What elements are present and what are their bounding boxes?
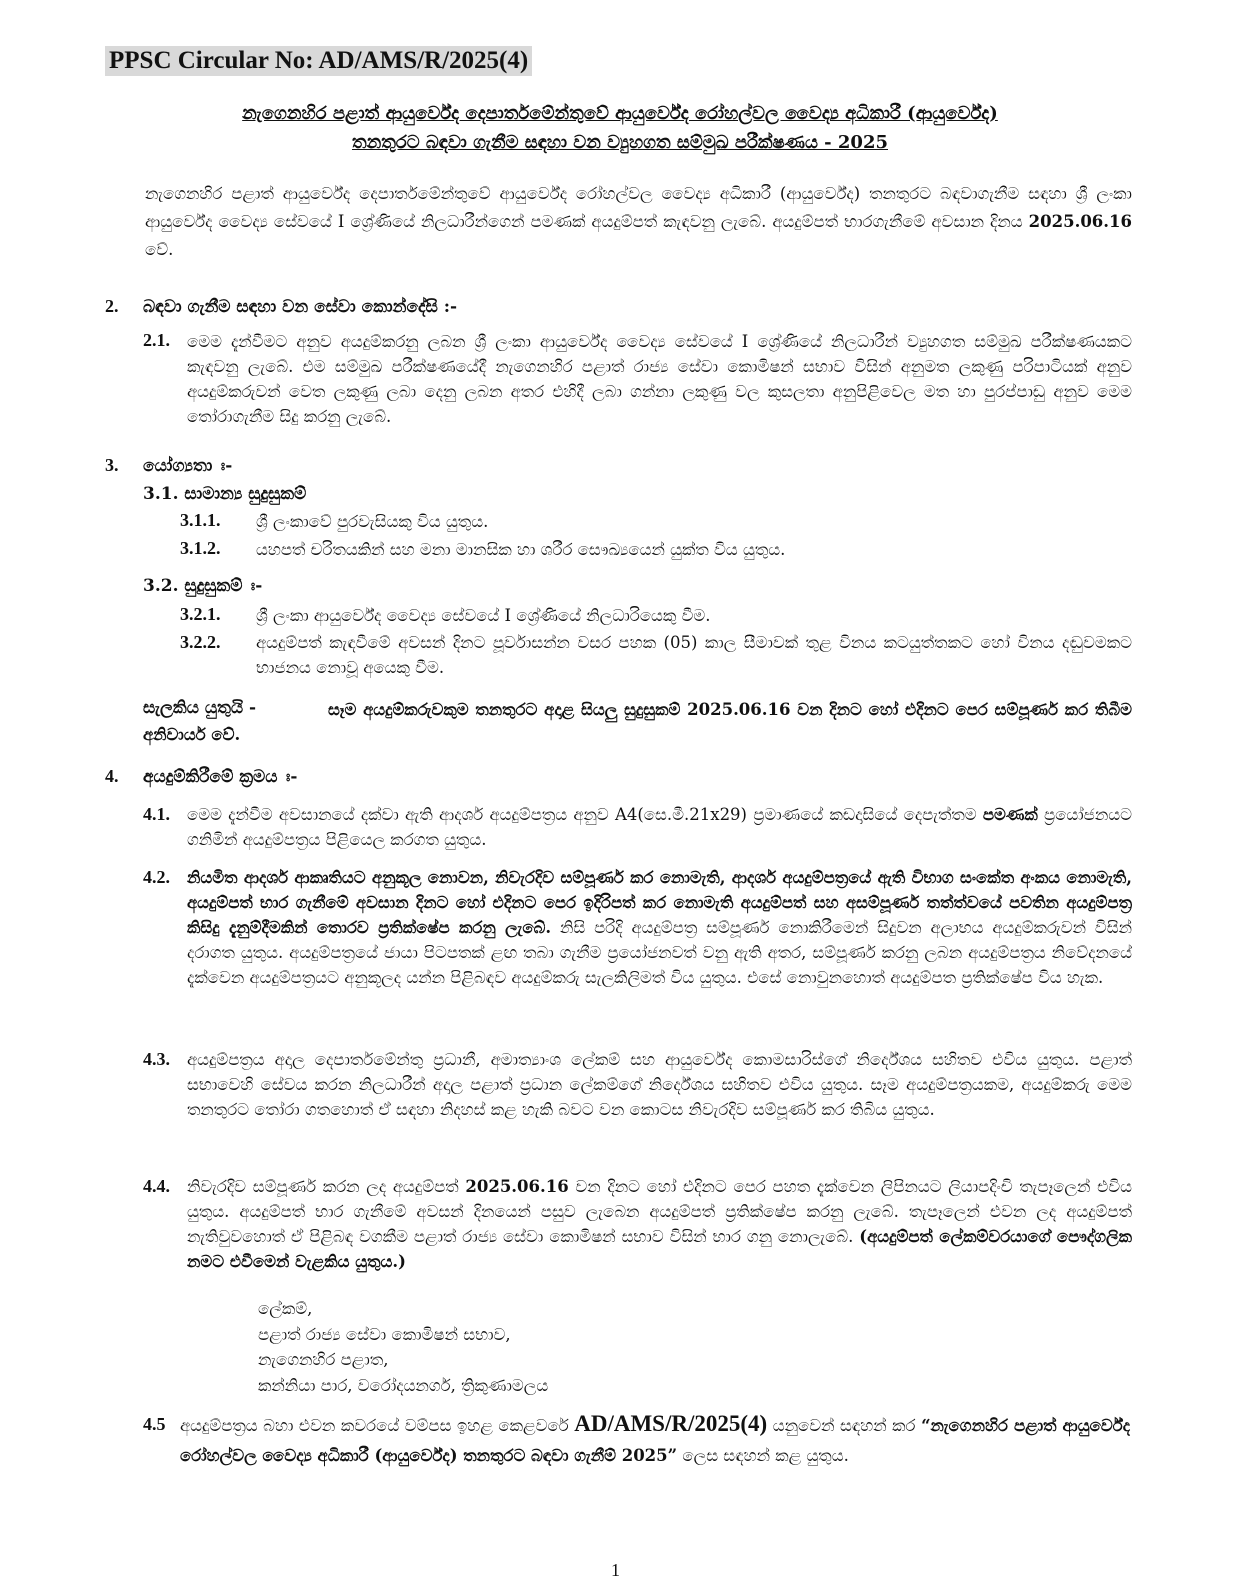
section-3-number: 3. (105, 455, 119, 475)
section-2-heading: බඳවා ගැනීම සඳහා වන සේවා කොන්දේසි :- (143, 297, 458, 317)
closing-date: 2025.06.16 (1028, 212, 1132, 231)
circular-number: PPSC Circular No: AD/AMS/R/2025(4) (105, 46, 532, 76)
section-4-2-number: 4.2. (143, 867, 170, 887)
section-3-2-heading: 3.2. සුදුසුකම් ඃ- (143, 576, 263, 596)
note-label: සැලකිය යුතුයි - (143, 698, 257, 718)
section-4-1-number: 4.1. (143, 804, 170, 824)
section-3-2-2-number: 3.2.2. (180, 632, 221, 652)
address-line: නැගෙනහිර පළාත, (258, 1350, 389, 1369)
section-4-number: 4. (105, 766, 119, 786)
section-3-heading: යෝග්‍යතා ඃ- (143, 456, 233, 476)
section-4-3-number: 4.3. (143, 1049, 170, 1069)
section-4-1-text-b: ප්‍රයෝජනයට ගනිමින් අයදුම්පත්‍රය පිළියෙල කරගත යුතුය. (187, 805, 1132, 849)
section-3-2-1-text: ශ්‍රී ලංකා ආයුර්වේද වෛද්‍ය සේවයේ I ශ්‍රේණියේ නිලධාරියෙකු වීම. (256, 606, 711, 625)
address-block (258, 1296, 548, 1398)
address-line: ලේකම්, (258, 1299, 313, 1318)
section-4-1-text-a: මෙම දැන්වීම අවසානයේ දක්වා ඇති ආදර්ශ අයදුම්පත්‍රය අනුව A4(සෙ.මී.21x29) ප්‍රමාණයේ කඩදාසියේ දෙපැත්තම (187, 805, 977, 824)
section-4-5-text (180, 1409, 1130, 1471)
section-2-1-number: 2.1. (143, 330, 170, 350)
envelope-code: AD/AMS/R/2025(4) (574, 1411, 768, 1436)
document-title-line-2: තනතුරට බඳවා ගැනීම සඳහා වන ව්‍යුහගත සම්මුඛ පරීක්ෂණය - 2025 (351, 132, 888, 153)
section-4-4-bold: (අයදුම්පත් ලේකම්වරයාගේ පෞද්ගලික නමට එවීමෙන් වැළකිය යුතුය.) (187, 1227, 1132, 1271)
note-text: සෑම අයදුම්කරුවකුම තනතුරට අදාළ සියලු සුදුසුකම් 2025.06.16 වන දිනට හෝ එදිනට පෙර සම්පූර්ණ කර තිබීම අනිවාර්ය වේ. (143, 700, 1132, 744)
section-2-number: 2. (105, 296, 119, 316)
section-4-3-text: අයදුම්පත්‍රය අදාල දෙපාර්තමේන්තු ප්‍රධානී, අමාත්‍යාංශ ලේකම් සහ ආයුර්වේද කොමසාරිස්ගේ නිර්දේශය සහිතව එවිය යුතුය. පළාත් සභාවෙහි සේවය කරන නිලධාරීන් අදාල පළාත් ප්‍රධාන ලේකම්ගේ නිර්දේශය සහිතව එවිය යුතුය. සෑම අයදුම්පත්‍රයකම, අයදුම්කරු මෙම තනතුරට තෝරා ගතහොත් ඒ සඳහා නිදහස් කළ හැකි බවට වන කොටස නිවැරදිව සම්පූර්ණ කර තිබිය යුතුය. (187, 1050, 1132, 1119)
section-3-1-1-text: ශ්‍රී ලංකාවේ පුරවැසියකු විය යුතුය. (256, 512, 489, 531)
section-4-1-text (187, 802, 1132, 852)
section-4-heading: අයදුම්කිරීමේ ක්‍රමය ඃ- (143, 767, 298, 787)
section-4-5-bold: “නැගෙනහිර පළාත් ආයුර්වේද රෝහල්වල වෛද්‍ය අධිකාරී (ආයුර්වේද) තනතුරට බඳවා ගැනීම් 2025” (180, 1416, 1131, 1465)
section-4-4-date: 2025.06.16 (465, 1177, 569, 1196)
intro-tail: වේ. (145, 240, 174, 259)
page-number: 1 (611, 1560, 620, 1580)
section-4-5-number: 4.5 (143, 1414, 166, 1434)
section-2-1-text: මෙම දැන්වීමට අනුව අයදුම්කරනු ලබන ශ්‍රී ලංකා ආයුර්වේද වෛද්‍ය සේවයේ I ශ්‍රේණියේ නිලධාරීන් ව්‍යුහගත සම්මුඛ පරීක්ෂණයකට කැඳවනු ලැබේ. එම සම්මුඛ පරීක්ෂණයේදී නැගෙනහිර පළාත් රාජ්‍ය සේවා කොමිෂන් සභාව විසින් අනුමත ලකුණු පරිපාටියක් අනුව අයදුම්කරුවන් වෙත ලකුණු ලබා දෙනු ලබන අතර එහිදී ලබා ගන්නා ලකුණු වල කුසලතා අනුපිළිවෙල මත හා පුරප්පාඩු අනුව මෙම තෝරාගැනීම සිදු කරනු ලැබේ. (187, 332, 1132, 426)
section-3-1-2-text: යහපත් චරිතයකින් සහ මනා මානසික හා ශරීර සෞඛ්‍යයෙන් යුක්ත විය යුතුය. (256, 540, 786, 559)
section-3-1-2-number: 3.1.2. (180, 538, 221, 558)
section-4-2-bold: නියමිත ආදර්ශ ආකෘතියට අනුකූල නොවන, නිවැරදිව සම්පූර්ණ කර නොමැති, ආදර්ශ අයදුම්පත්‍රයේ ඇති විභාග සංකේත අංකය නොමැති, අයදුම්පත් භාර ගැනීමේ අවසාන දිනට හෝ එදිනට පෙර ඉදිරිපත් කර නොමැති අයදුම්පත් සහ අසම්පූර්ණ තත්ත්වයේ පවතින අයදුම්පත්‍ර කිසිදු දැනුම්දීමකින් තොරව ප්‍රතික්ෂේප කරනු ලැබේ. (187, 868, 1132, 937)
section-3-1-heading: 3.1. සාමාන්‍ය සුදුසුකම් (143, 484, 307, 504)
intro-text: නැගෙනහිර පළාත් ආයුර්වේද දෙපාර්තමේන්තුවේ ආයුර්වේද රෝහල්වල වෛද්‍ය අධිකාරී (ආයුර්වේද) තනතුරට බඳවාගැනීම සඳහා ශ්‍රී ලංකා ආයුර්වේද වෛද්‍ය සේවයේ I ශ්‍රේණියේ නිලධාරීන්ගෙන් පමණක් අයදුම්පත් කැඳවනු ලැබේ. අයදුම්පත් භාරගැනීමේ අවසාන දිනය (145, 184, 1132, 231)
address-line: කන්නියා පාර, වරෝදයනගර්, ත්‍රිකුණාමලය (258, 1375, 549, 1395)
document-title-line-1: නැගෙනහිර පළාත් ආයුර්වේද දෙපාර්තමේන්තුවේ ආයුර්වේද රෝහල්වල වෛද්‍ය අධිකාරී (ආයුර්වේද) (242, 103, 998, 124)
intro-paragraph (145, 180, 1132, 264)
section-3-2-2-text: අයදුම්පත් කැඳවීමේ අවසන් දිනට පූර්වාසන්න වසර පහක (05) කාල සීමාවක් තුළ විනය කටයුත්තකට හෝ විනය දඬුවමකට භාජනය නොවූ අයෙකු වීම. (256, 633, 1132, 677)
section-4-5-text-c: ලෙස සඳහන් කළ යුතුය. (682, 1446, 849, 1465)
section-4-4-text (187, 1174, 1132, 1274)
section-4-4-text-a: නිවැරදිව සම්පූර්ණ කරන ලද අයදුම්පත් (187, 1177, 459, 1196)
section-4-2-plain: නිසි පරිදි අයදුම්පත්‍ර සම්පූර්ණ නොකිරීමෙන් සිදුවන අලාභය අයදුම්කරුවන් විසින් දරාගත යුතුය. අයදුම්පත්‍රයේ ජායා පිටපතක් ළඟ තබා ගැනීම ප්‍රයෝජනවත් වනු ඇති අතර, සම්පූර්ණ කරනු ලබන අයදුම්පත්‍රය නිවේදනයේ දැක්වෙන අයදුම්පත්‍රයට අනුකූලද යන්න පිළිබඳව අයදුම්කරු සැලකිලිමත් විය යුතුය. එසේ නොවුනහොත් අයදුම්පත ප්‍රතික්ෂේප විය හැක. (187, 918, 1132, 987)
section-4-4-number: 4.4. (143, 1176, 170, 1196)
section-4-5-text-b: යනුවෙන් සඳහන් කර (772, 1416, 916, 1435)
address-line: පළාත් රාජ්‍ය සේවා කොමිෂන් සභාව, (258, 1324, 511, 1344)
section-3-1-1-number: 3.1.1. (180, 510, 221, 530)
section-3-2-1-number: 3.2.1. (180, 604, 221, 624)
section-4-2-text (187, 865, 1132, 990)
section-4-5-text-a: අයදුම්පත්‍රය බහා එවන කවරයේ වම්පස ඉහළ කෙළවරේ (180, 1416, 569, 1435)
section-4-1-bold: පමණක් (982, 805, 1038, 824)
section-4-4-text-b: වන දිනට හෝ එදිනට පෙර පහත දැක්වෙන ලිපිනයට ලියාපදිංචි තැපෑලෙන් එවිය යුතුය. අයදුම්පත් භාර ගැනීමේ අවසන් දිනයෙන් පසුව ලැබෙන අයදුම්පත් ප්‍රතික්ෂේප කරනු ලැබේ. තැපෑලෙන් එවන ලද අයදුම්පත් නැතිවුවහොත් ඒ පිළිබඳ වගකීම පළාත් රාජ්‍ය සේවා කොමිෂන් සභාව විසින් භාර ගනු නොලැබේ. (187, 1177, 1133, 1246)
